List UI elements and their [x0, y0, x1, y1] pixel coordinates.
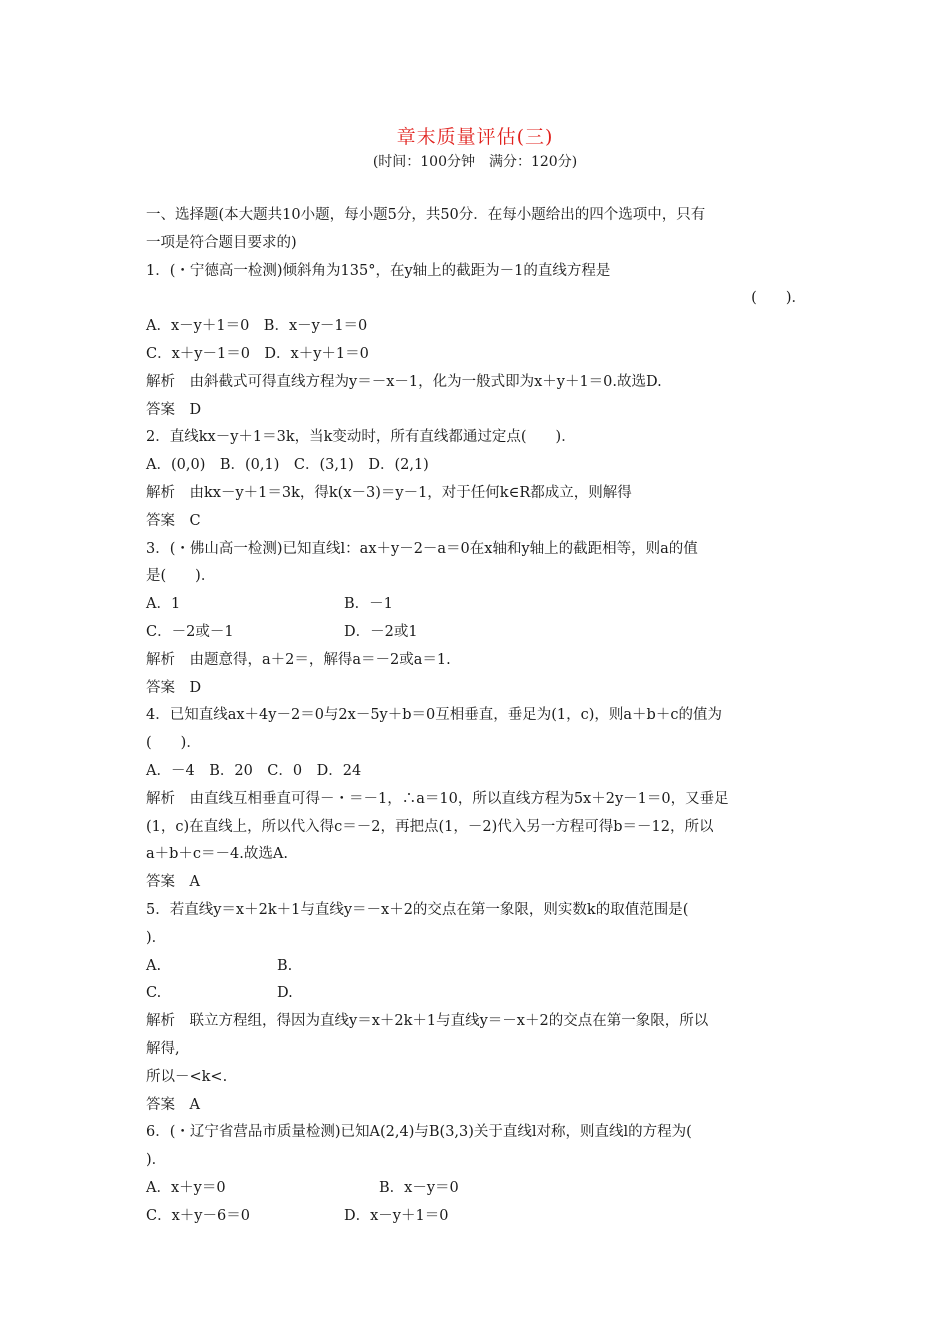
q3-options-cd	[146, 619, 806, 647]
q6-stem-line-2: )．	[146, 1152, 167, 1169]
q3-answer: 答案 D	[146, 679, 202, 696]
q6-option-c: C．x＋y－6＝0	[146, 1207, 250, 1224]
q5-analysis-line-3: 所以－<k<.	[146, 1068, 228, 1085]
q5-analysis-line-2: 解得,	[146, 1040, 180, 1057]
q1-options-cd: C．x＋y－1＝0 D．x＋y＋1＝0	[146, 345, 369, 362]
q3-analysis: 解析 由题意得，a＋2＝，解得a＝－2或a＝1.	[146, 651, 451, 668]
q5-option-b: B.	[277, 957, 293, 974]
q4-analysis-line-2: (1，c)在直线上，所以代入得c＝－2，再把点(1，－2)代入另一方程可得b＝－12，所以	[146, 818, 714, 835]
q1-blank: ( )．	[751, 290, 806, 307]
q4-stem-line-1: 4．已知直线ax＋4y－2＝0与2x－5y＋b＝0互相垂直，垂足为(1，c)，则a＋b＋c的值为	[146, 707, 722, 724]
q5-option-d: D.	[277, 985, 293, 1002]
q5-stem-line-2: )．	[146, 929, 167, 946]
q6-option-a: A．x＋y＝0	[146, 1179, 226, 1196]
q5-answer: 答案 A	[146, 1096, 200, 1113]
q4-answer: 答案 A	[146, 874, 200, 891]
document-body	[146, 202, 806, 1230]
q5-option-a: A.	[146, 957, 162, 974]
q4-stem-line-2: ( )．	[146, 735, 201, 752]
q6-stem-line-1: 6．(・辽宁省营品市质量检测)已知A(2,4)与B(3,3)关于直线l对称，则直线l的方程为(	[146, 1124, 692, 1141]
q3-option-b: B．－1	[344, 596, 393, 613]
q3-option-c: C．－2或－1	[146, 623, 234, 640]
q5-option-c: C.	[146, 985, 162, 1002]
q1-analysis: 解析 由斜截式可得直线方程为y＝－x－1，化为一般式即为x＋y＋1＝0.故选D.	[146, 373, 662, 390]
q3-option-a: A．1	[146, 596, 181, 613]
q2-stem: 2．直线kx－y＋1＝3k，当k变动时，所有直线都通过定点( )．	[146, 429, 576, 446]
page-title: 章末质量评估(三)	[396, 126, 554, 148]
q6-options-ab	[146, 1175, 806, 1203]
q1-options-ab: A．x－y＋1＝0 B．x－y－1＝0	[146, 318, 368, 335]
q2-options: A．(0,0) B．(0,1) C．(3,1) D．(2,1)	[146, 457, 429, 474]
q4-analysis-line-3: a＋b＋c＝－4.故选A.	[146, 846, 288, 863]
q3-option-d: D．－2或1	[344, 623, 418, 640]
q6-option-d: D．x－y＋1＝0	[344, 1207, 449, 1224]
q6-options-cd	[146, 1203, 806, 1231]
q5-options-ab	[146, 953, 806, 981]
q1-stem: 1．(・宁德高一检测)倾斜角为135°，在y轴上的截距为－1的直线方程是	[146, 262, 611, 279]
q4-options: A．－4 B．20 C．0 D．24	[146, 762, 362, 779]
page-subtitle: (时间：100分钟 满分：120分)	[372, 154, 578, 170]
q3-stem-line-2: 是( )．	[146, 568, 216, 585]
q2-analysis: 解析 由kx－y＋1＝3k，得k(x－3)＝y－1，对于任何k∈R都成立，则解得	[146, 484, 632, 501]
q3-stem-line-1: 3．(・佛山高一检测)已知直线l：ax＋y－2－a＝0在x轴和y轴上的截距相等，则a的值	[146, 540, 698, 557]
section-header-line-1: 一、选择题(本大题共10小题，每小题5分，共50分．在每小题给出的四个选项中，只有	[146, 207, 706, 223]
q5-stem-line-1: 5．若直线y＝x＋2k＋1与直线y＝－x＋2的交点在第一象限，则实数k的取值范围是(	[146, 901, 689, 918]
q2-answer: 答案 C	[146, 512, 201, 529]
q4-analysis-line-1: 解析 由直线互相垂直可得－・＝－1，∴a＝10，所以直线方程为5x＋2y－1＝0，又垂足	[146, 790, 729, 807]
q5-options-cd	[146, 980, 806, 1008]
q1-answer: 答案 D	[146, 401, 202, 418]
q3-options-ab	[146, 591, 806, 619]
q5-analysis-line-1: 解析 联立方程组，得因为直线y＝x＋2k＋1与直线y＝－x＋2的交点在第一象限，所以	[146, 1013, 709, 1030]
q6-option-b: B．x－y＝0	[379, 1179, 459, 1196]
section-header-line-2: 一项是符合题目要求的)	[146, 234, 297, 251]
